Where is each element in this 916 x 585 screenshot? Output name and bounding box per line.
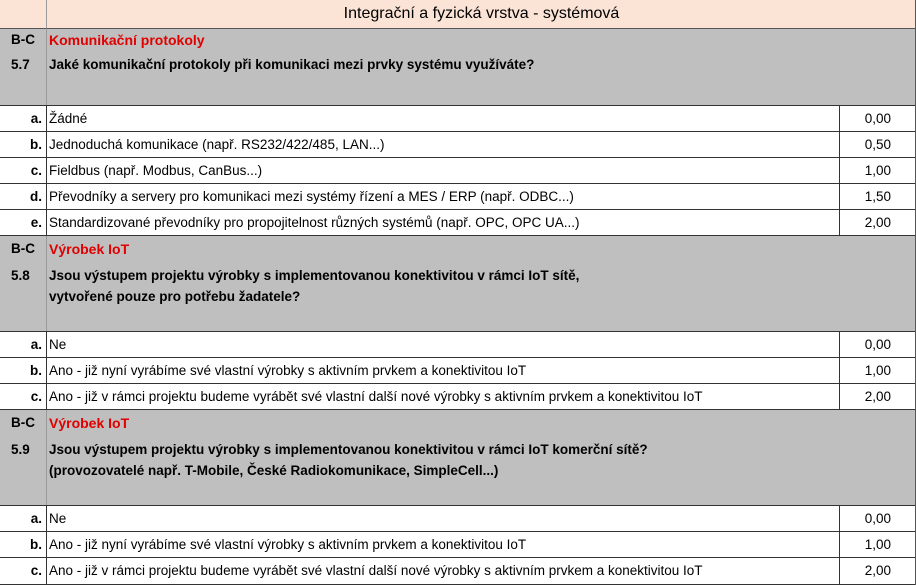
- option-letter-cell: [0, 132, 47, 157]
- option-score[interactable]: 1,00: [839, 158, 916, 184]
- option-letter-cell: [0, 332, 47, 357]
- option-text: Ano - již v rámci projektu budeme vyrábět své vlastní další nové výrobky s aktivním prvkem a konektivitou IoT: [49, 563, 703, 578]
- option-letter-cell: [0, 506, 47, 531]
- question-code: B-C: [11, 32, 35, 47]
- option-letter: c.: [30, 389, 42, 404]
- option-row[interactable]: [0, 506, 916, 532]
- question-number: 5.7: [11, 57, 30, 72]
- section-title[interactable]: Integrační a fyzická vrstva - systémová: [47, 0, 916, 29]
- option-text: Ano - již nyní vyrábíme své vlastní výrobky s aktivním prvkem a konektivitou IoT: [49, 363, 527, 378]
- option-letter-cell: [0, 106, 47, 131]
- question-category: Komunikační protokoly: [49, 32, 205, 48]
- option-score[interactable]: 0,00: [839, 332, 916, 358]
- option-letter-cell: [0, 184, 47, 209]
- question-number: 5.9: [11, 442, 30, 457]
- option-letter: a.: [30, 337, 42, 352]
- option-letter: a.: [30, 511, 42, 526]
- option-letter: a.: [30, 111, 42, 126]
- option-row[interactable]: [0, 532, 916, 558]
- question-block-5-7[interactable]: [0, 29, 916, 106]
- option-row[interactable]: [0, 106, 916, 132]
- option-row[interactable]: [0, 384, 916, 410]
- option-row[interactable]: [0, 210, 916, 236]
- option-letter-cell: [0, 158, 47, 183]
- option-row[interactable]: [0, 184, 916, 210]
- question-text-line: vytvořené pouze pro potřebu žadatele?: [49, 289, 301, 304]
- option-text: Ano - již v rámci projektu budeme vyrábět své vlastní další nové výrobky s aktivním prvkem a konektivitou IoT: [49, 389, 703, 404]
- option-text: Ano - již nyní vyrábíme své vlastní výrobky s aktivním prvkem a konektivitou IoT: [49, 537, 527, 552]
- question-text-line: Jsou výstupem projektu výrobky s implementovanou konektivitou v rámci IoT komerční sítě?: [49, 442, 648, 457]
- question-number: 5.8: [11, 268, 30, 283]
- question-text-line: (provozovatelé např. T-Mobile, České Radiokomunikace, SimpleCell...): [49, 463, 499, 478]
- option-text: Jednoduchá komunikace (např. RS232/422/485, LAN...): [49, 137, 385, 152]
- option-letter: b.: [30, 363, 42, 378]
- question-block-5-9[interactable]: [0, 410, 916, 506]
- option-score[interactable]: 2,00: [839, 210, 916, 236]
- option-letter: b.: [30, 537, 42, 552]
- option-score[interactable]: 1,50: [839, 184, 916, 210]
- option-score[interactable]: 2,00: [839, 384, 916, 410]
- question-text-line: Jaké komunikační protokoly při komunikaci mezi prvky systému využíváte?: [49, 57, 535, 72]
- question-category: Výrobek IoT: [49, 415, 130, 431]
- option-text: Žádné: [49, 111, 88, 126]
- option-text: Ne: [49, 337, 67, 352]
- option-row[interactable]: [0, 158, 916, 184]
- option-text: Převodníky a servery pro komunikaci mezi systémy řízení a MES / ERP (např. ODBC...): [49, 189, 574, 204]
- option-letter: c.: [30, 163, 42, 178]
- option-text: Ne: [49, 511, 67, 526]
- option-text: Standardizované převodníky pro propojitelnost různých systémů (např. OPC, OPC UA...): [49, 215, 580, 230]
- option-text: Fieldbus (např. Modbus, CanBus...): [49, 163, 263, 178]
- option-letter-cell: [0, 384, 47, 409]
- option-row[interactable]: [0, 558, 916, 585]
- option-letter: b.: [30, 137, 42, 152]
- question-code: B-C: [11, 241, 35, 256]
- option-score[interactable]: 0,00: [839, 506, 916, 532]
- option-letter-cell: [0, 558, 47, 584]
- option-score[interactable]: 0,00: [839, 106, 916, 132]
- option-score[interactable]: 2,00: [839, 558, 916, 584]
- question-block-5-8[interactable]: [0, 236, 916, 332]
- option-row[interactable]: [0, 132, 916, 158]
- option-letter: d.: [30, 189, 42, 204]
- option-letter-cell: [0, 210, 47, 235]
- option-row[interactable]: [0, 358, 916, 384]
- header-corner-cell[interactable]: [0, 0, 47, 29]
- option-letter: e.: [30, 215, 42, 230]
- question-category: Výrobek IoT: [49, 241, 130, 257]
- option-letter: c.: [30, 563, 42, 578]
- question-text-line: Jsou výstupem projektu výrobky s implementovanou konektivitou v rámci IoT sítě,: [49, 268, 580, 283]
- option-row[interactable]: [0, 332, 916, 358]
- option-letter-cell: [0, 532, 47, 557]
- option-score[interactable]: 0,50: [839, 132, 916, 158]
- question-code: B-C: [11, 415, 35, 430]
- option-score[interactable]: 1,00: [839, 358, 916, 384]
- option-letter-cell: [0, 358, 47, 383]
- option-score[interactable]: 1,00: [839, 532, 916, 558]
- header-row: [0, 0, 916, 29]
